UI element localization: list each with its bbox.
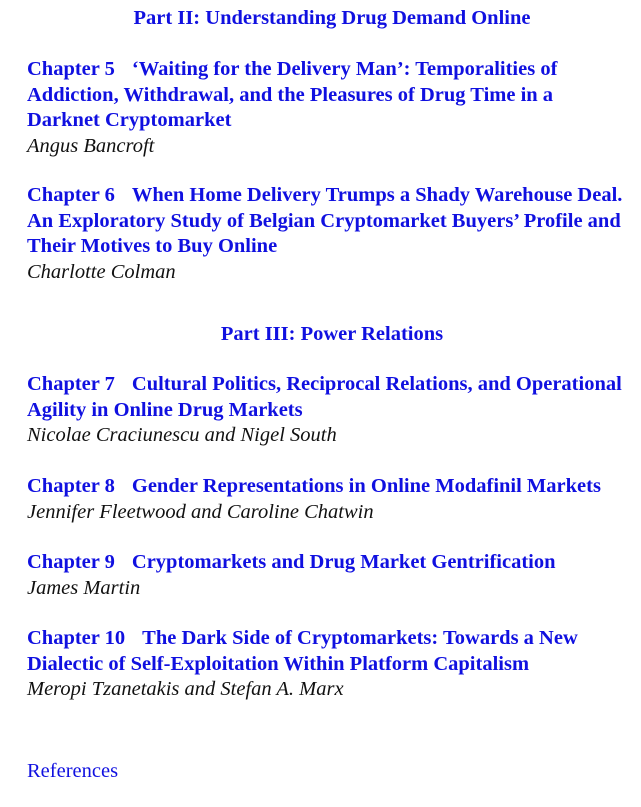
chapter-number: Chapter 8 [27,475,115,497]
chapter-authors: James Martin [27,576,141,599]
chapter-authors: Jennifer Fleetwood and Caroline Chatwin [27,500,374,523]
chapter-authors: Meropi Tzanetakis and Stefan A. Marx [27,678,344,700]
chapter-number: Chapter 10 [27,627,126,649]
chapter-number: Chapter 5 [27,58,115,80]
part-heading[interactable]: Part II: Understanding Drug Demand Online [133,7,531,29]
toc-entry-chapter-5[interactable] [27,57,627,159]
chapter-number: Chapter 9 [27,551,115,573]
chapter-authors: Angus Bancroft [27,134,155,157]
toc-entry-chapter-7[interactable] [27,372,627,449]
chapter-title-link[interactable] [27,57,627,134]
chapter-title: Cultural Politics, Reciprocal Relations, and Operational Agility in Online Drug Markets [27,373,622,421]
chapter-title-link[interactable] [27,550,627,576]
chapter-title: The Dark Side of Cryptomarkets: Towards a New Dialectic of Self-Exploitation Within Platform Capitalism [27,627,578,675]
chapter-title-link[interactable] [27,626,627,677]
chapter-authors: Charlotte Colman [27,260,176,283]
toc-entry-chapter-9[interactable] [27,550,627,601]
chapter-number: Chapter 7 [27,373,115,395]
chapter-number: Chapter 6 [27,184,115,206]
part-heading[interactable]: Part III: Power Relations [220,323,444,345]
toc-entry-chapter-10[interactable] [27,626,627,703]
toc-entry-chapter-6[interactable] [27,183,627,285]
chapter-title-link[interactable] [27,474,641,500]
toc-entry-chapter-8[interactable] [27,474,641,525]
chapter-title-link[interactable] [27,183,627,260]
references-link[interactable]: References [27,760,119,782]
chapter-title: When Home Delivery Trumps a Shady Warehouse Deal. An Exploratory Study of Belgian Cryptomarket Buyers’ Profile and Their Motives to Buy Online [27,184,623,257]
chapter-authors: Nicolae Craciunescu and Nigel South [27,424,337,446]
chapter-title-link[interactable] [27,372,627,423]
chapter-title: ‘Waiting for the Delivery Man’: Temporalities of Addiction, Withdrawal, and the Pleasures of Drug Time in a Darknet Cryptomarket [27,58,558,131]
chapter-title: Gender Representations in Online Modafinil Markets [131,475,601,497]
chapter-title: Cryptomarkets and Drug Market Gentrification [131,551,556,573]
